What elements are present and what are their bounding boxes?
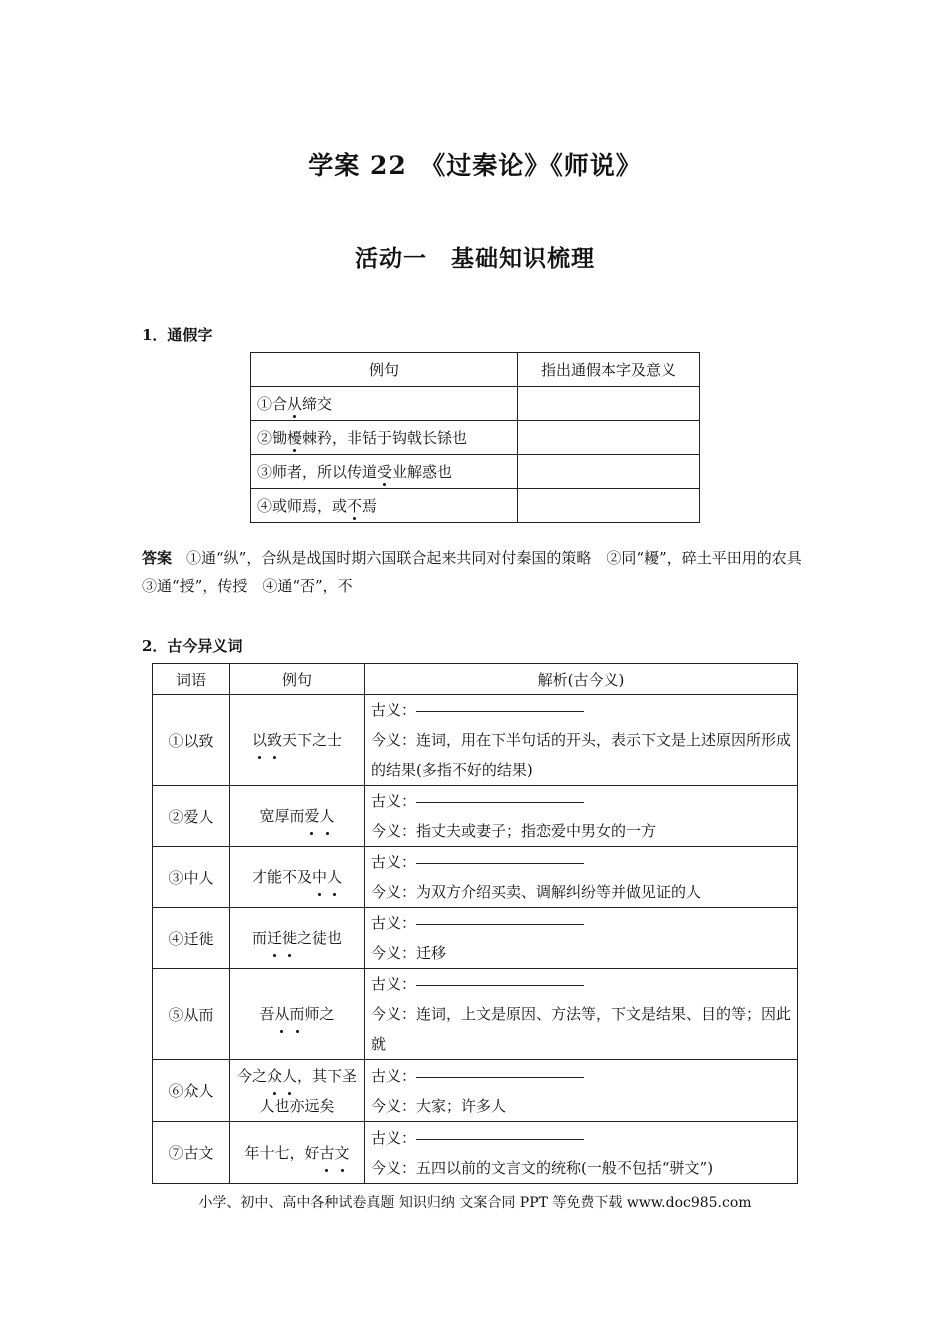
table-header-row bbox=[153, 664, 798, 695]
ancient-meaning-label: 古义： bbox=[371, 914, 417, 932]
ancient-meaning-line bbox=[371, 1123, 791, 1153]
example-text: 年十七，好 bbox=[244, 1143, 320, 1162]
column-header: 例句 bbox=[230, 664, 365, 695]
table-row bbox=[153, 847, 798, 908]
word-cell: ③中人 bbox=[153, 847, 230, 908]
ancient-meaning-label: 古义： bbox=[371, 1128, 417, 1147]
table-row bbox=[251, 421, 700, 455]
example-text: 今之 bbox=[236, 1066, 267, 1085]
emphasized-word bbox=[319, 1144, 349, 1162]
ancient-meaning-label: 古义： bbox=[371, 975, 417, 993]
emphasis-char: 人 bbox=[320, 801, 335, 831]
modern-meaning: 今义：五四以前的文言文的统称(一般不包括“骈文”) bbox=[371, 1158, 714, 1177]
example-text: ，其下圣人也亦远矣 bbox=[259, 1066, 358, 1115]
example-text: 师之 bbox=[304, 1005, 335, 1023]
example-text: ③师者，所以传道 bbox=[257, 463, 378, 481]
tongjiazi-rows bbox=[251, 387, 700, 523]
example-cell bbox=[251, 455, 518, 489]
example-text: 业解惑也 bbox=[392, 463, 453, 481]
answer-label: 答案 bbox=[142, 549, 173, 567]
word-cell: ⑥众人 bbox=[153, 1060, 230, 1122]
modern-meaning: 今义：连词，用在下半句话的开头，表示下文是上述原因所形成的结果(多指不好的结果) bbox=[371, 731, 792, 779]
example-cell bbox=[230, 908, 365, 969]
example-cell bbox=[230, 969, 365, 1060]
gujinyiyi-table bbox=[152, 663, 798, 1184]
analysis-cell bbox=[365, 695, 798, 786]
answer-text-2: ③通“授”，传授 ④通“否”，不 bbox=[142, 577, 353, 595]
emphasized-word bbox=[377, 463, 392, 481]
table-header-row bbox=[251, 353, 700, 387]
word-cell: ④迁徙 bbox=[153, 908, 230, 969]
emphasis-char: 不 bbox=[347, 497, 363, 515]
emphasis-char: 徙 bbox=[282, 923, 297, 953]
example-text: 缔交 bbox=[302, 395, 333, 413]
answer-cell bbox=[518, 387, 700, 421]
emphasis-char: 文 bbox=[335, 1138, 350, 1168]
example-cell bbox=[251, 489, 518, 523]
example-text: 才能不及 bbox=[251, 868, 312, 886]
emphasized-word bbox=[312, 868, 342, 886]
example-cell bbox=[230, 1060, 365, 1122]
table-row bbox=[153, 695, 798, 786]
answer-cell bbox=[518, 489, 700, 523]
fill-blank bbox=[416, 923, 584, 925]
section-title: 活动一 基础知识梳理 bbox=[355, 245, 595, 272]
example-text: 宽厚而 bbox=[259, 807, 305, 825]
column-header: 指出通假本字及意义 bbox=[518, 353, 700, 387]
table-row bbox=[153, 786, 798, 847]
emphasized-word bbox=[347, 497, 362, 515]
answer-block bbox=[142, 544, 822, 600]
example-cell bbox=[230, 1122, 365, 1184]
example-cell bbox=[251, 421, 518, 455]
modern-meaning: 今义：大家；许多人 bbox=[371, 1096, 507, 1115]
ancient-meaning-line bbox=[371, 969, 791, 999]
table-row bbox=[251, 387, 700, 421]
page-title: 学案 22 《过秦论》《师说》 bbox=[308, 151, 642, 180]
column-header: 例句 bbox=[251, 353, 518, 387]
emphasis-char: 而 bbox=[290, 999, 305, 1029]
emphasis-char: 古 bbox=[319, 1138, 334, 1168]
fill-blank bbox=[416, 984, 584, 986]
emphasis-char: 迁 bbox=[267, 923, 282, 953]
example-text: 棘矜，非铦于钩戟长铩也 bbox=[302, 429, 468, 447]
ancient-meaning-label: 古义： bbox=[371, 792, 417, 810]
emphasized-word bbox=[252, 731, 282, 749]
emphasis-char: 以 bbox=[252, 725, 267, 755]
emphasized-word bbox=[274, 1005, 304, 1023]
emphasis-char: 从 bbox=[274, 999, 289, 1029]
analysis-cell bbox=[365, 908, 798, 969]
fill-blank bbox=[416, 1076, 584, 1078]
emphasis-char: 櫌 bbox=[287, 429, 303, 447]
ancient-meaning-line bbox=[371, 908, 791, 938]
heading-tongjiazi: 1．通假字 bbox=[142, 326, 213, 344]
answer-cell bbox=[518, 421, 700, 455]
emphasized-word bbox=[287, 429, 302, 447]
emphasis-char: 从 bbox=[287, 395, 303, 413]
column-header: 解析(古今义) bbox=[365, 664, 798, 695]
emphasized-word bbox=[304, 807, 334, 825]
column-header: 词语 bbox=[153, 664, 230, 695]
modern-meaning: 今义：为双方介绍买卖、调解纠纷等并做见证的人 bbox=[371, 883, 702, 901]
example-text: 天下之士 bbox=[282, 731, 343, 749]
example-cell bbox=[230, 786, 365, 847]
example-cell bbox=[251, 387, 518, 421]
emphasis-char: 众 bbox=[267, 1061, 282, 1091]
ancient-meaning-line bbox=[371, 695, 791, 725]
example-text: ④或师焉，或 bbox=[257, 497, 348, 515]
table-row bbox=[153, 969, 798, 1060]
fill-blank bbox=[416, 801, 584, 803]
emphasized-word bbox=[267, 1067, 297, 1085]
analysis-cell bbox=[365, 1122, 798, 1184]
gujinyiyi-rows bbox=[153, 695, 798, 1184]
word-cell: ②爱人 bbox=[153, 786, 230, 847]
ancient-meaning-label: 古义： bbox=[371, 853, 417, 871]
emphasis-char: 人 bbox=[282, 1061, 297, 1091]
fill-blank bbox=[416, 1138, 584, 1140]
emphasized-word bbox=[287, 395, 302, 413]
emphasis-char: 人 bbox=[327, 862, 342, 892]
answer-cell bbox=[518, 455, 700, 489]
emphasis-char: 爱 bbox=[304, 801, 319, 831]
emphasis-char: 受 bbox=[377, 463, 393, 481]
ancient-meaning-line bbox=[371, 1061, 791, 1091]
ancient-meaning-line bbox=[371, 847, 791, 877]
modern-meaning: 今义：指丈夫或妻子；指恋爱中男女的一方 bbox=[371, 822, 657, 840]
analysis-cell bbox=[365, 847, 798, 908]
example-text: ①合 bbox=[257, 395, 288, 413]
answer-line bbox=[142, 544, 822, 572]
word-cell: ⑤从而 bbox=[153, 969, 230, 1060]
analysis-cell bbox=[365, 786, 798, 847]
example-text: 焉 bbox=[362, 497, 378, 515]
table-row bbox=[153, 1060, 798, 1122]
ancient-meaning-line bbox=[371, 786, 791, 816]
ancient-meaning-label: 古义： bbox=[371, 701, 417, 719]
example-cell bbox=[230, 847, 365, 908]
word-cell: ①以致 bbox=[153, 695, 230, 786]
example-text: 之徒也 bbox=[297, 929, 343, 947]
answer-text-1: ①通“纵”，合纵是战国时期六国联合起来共同对付秦国的策略 ②同“耰”，碎土平田用的农具 bbox=[186, 549, 802, 567]
fill-blank bbox=[416, 710, 584, 712]
emphasis-char: 致 bbox=[267, 725, 282, 755]
example-text: 而 bbox=[251, 929, 267, 947]
example-text: 吾 bbox=[259, 1005, 275, 1023]
example-text: ②锄 bbox=[257, 429, 288, 447]
emphasis-char: 中 bbox=[312, 862, 327, 892]
heading-gujinyiyi: 2．古今异义词 bbox=[142, 637, 243, 655]
emphasized-word bbox=[267, 929, 297, 947]
table-row bbox=[153, 1122, 798, 1184]
table-row bbox=[153, 908, 798, 969]
analysis-cell bbox=[365, 1060, 798, 1122]
modern-meaning: 今义：迁移 bbox=[371, 944, 447, 962]
tongjiazi-table bbox=[250, 352, 700, 523]
example-cell bbox=[230, 695, 365, 786]
word-cell: ⑦古文 bbox=[153, 1122, 230, 1184]
modern-meaning: 今义：连词，上文是原因、方法等，下文是结果、目的等；因此就 bbox=[371, 1005, 792, 1053]
table-row bbox=[251, 455, 700, 489]
table-row bbox=[251, 489, 700, 523]
page-footer: 小学、初中、高中各种试卷真题 知识归纳 文案合同 PPT 等免费下载 www.doc985.com bbox=[198, 1195, 752, 1211]
fill-blank bbox=[416, 862, 584, 864]
ancient-meaning-label: 古义： bbox=[371, 1066, 417, 1085]
analysis-cell bbox=[365, 969, 798, 1060]
